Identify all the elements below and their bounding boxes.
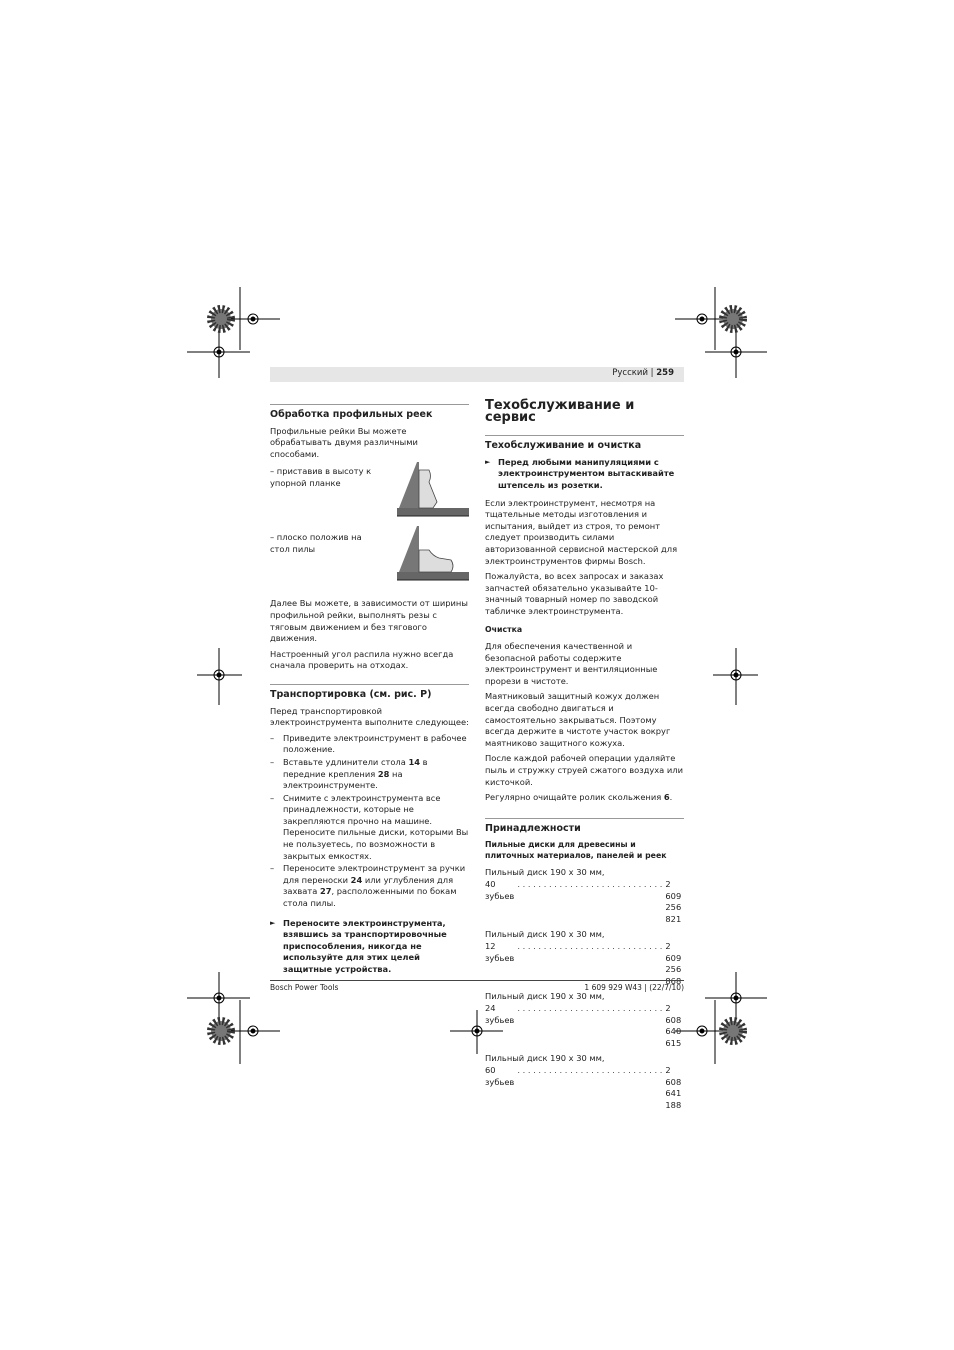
cleaning-p2: Маятниковый защитный кожух должен всегда свободно двигаться и самостоятельно закрываться. Поэтому всегда держите в чистоте участок вокруг маятниково защитного кожуха. (485, 691, 671, 748)
footer-rule (270, 980, 684, 981)
accessory-item: Пильный диск 190 x 30 мм, 12 зубьев . . . . . . . . . . . . . . . . . . . . . . . . . . . . 2 609 256 868 (485, 929, 682, 986)
accessories-subtitle: Пильные диски для древесины и плиточных материалов, панелей и реек (485, 840, 667, 861)
figure-row-1 (270, 466, 469, 528)
cleaning-p3: После каждой рабочей операции удаляйте пыль и стружку струей сжатого воздуха или кисточкой. (485, 753, 683, 787)
profile-item-2: – плоско положив на стол пилы (270, 532, 362, 554)
profile-item-1: – приставив в высоту к упорной планке (270, 466, 372, 488)
profile-p2: Настроенный угол распила нужно всегда сначала проверить на отходах. (270, 648, 454, 671)
maintenance-warning: ► Перед любыми манипуляциями с электроинструментом вытаскивайте штепсель из розетки. (485, 456, 675, 490)
warning-marker-icon: ► (485, 457, 491, 466)
transport-step-2: – Вставьте удлинители стола 14 в передние крепления 28 на электроинструменте. (270, 756, 428, 791)
transport-step-4: – Переносите электроинструмент за ручки для переноски 24 или углубления для захвата 27, расположенными по бокам стола пилы. (270, 863, 466, 909)
page-number: 259 (656, 368, 674, 378)
profile-intro: Профильные рейки Вы можете обрабатывать двумя различными способами. (270, 425, 418, 459)
accessory-item: Пильный диск 190 x 30 мм, 40 зубьев . . . . . . . . . . . . . . . . . . . . . . . . . . . . 2 609 256 821 (485, 867, 682, 924)
section-title-maintenance: Техобслуживание и очистка (485, 435, 684, 452)
header-text (612, 368, 674, 378)
transport-warning: ► Переносите электроинструмента, взявшись за транспортировочные приспособления, никогда не используйте для этих целей защитные устройства. (270, 917, 447, 974)
cleaning-p1: Для обеспечения качественной и безопасной работы содержите электроинструмент и вентиляционные прорези в чистоте. (485, 641, 658, 686)
figure-row-2 (270, 532, 469, 594)
maintenance-p2: Пожалуйста, во всех запросах и заказах запчастей обязательно указывайте 10-значный товарный номер по заводской табличке электроинструмента. (485, 571, 664, 616)
transport-intro: Перед транспортировкой электроинструмента выполните следующее: (270, 705, 469, 728)
transport-step-1: – Приведите электроинструмент в рабочее положение. (270, 732, 467, 755)
warning-marker-icon: ► (270, 918, 276, 927)
section-title-profile: Обработка профильных реек (270, 404, 469, 421)
section-title-transport: Транспортировка (см. рис. P) (270, 684, 469, 701)
footer-right: 1 609 929 W43 | (22/7/10) (584, 983, 684, 992)
right-column (485, 400, 684, 1115)
header-separator: | (650, 368, 654, 378)
main-title: Техобслуживание и сервис (485, 398, 635, 425)
footer-left: Bosch Power Tools (270, 983, 339, 992)
profile-p1: Далее Вы можете, в зависимости от ширины профильной рейки, выполнять резы с тяговым движением и без тягового движения. (270, 598, 468, 644)
maintenance-p1: Если электроинструмент, несмотря на тщательные методы изготовления и испытания, выйдет из строя, то ремонт следует производить силами авторизованной сервисной мастерской для электроинструментов фирмы Bosch. (485, 497, 678, 566)
cleaning-subtitle: Очистка (485, 624, 523, 634)
profile-upright-diagram (397, 462, 469, 524)
transport-step-3: – Снимите с электроинструмента все принадлежности, которые не закрепляются прочно на машине. Переносите пильные диски, которыми Вы не пользуетесь, по возможности в закрытых емкостях. (270, 792, 469, 861)
accessory-item: Пильный диск 190 x 30 мм, 24 зубьев . . . . . . . . . . . . . . . . . . . . . . . . . . . . 2 608 640 615 (485, 991, 682, 1048)
cleaning-p4: Регулярно очищайте ролик скольжения 6. (485, 792, 673, 803)
section-title-accessories: Принадлежности (485, 818, 684, 835)
profile-flat-diagram (397, 526, 469, 588)
page-header (270, 367, 684, 382)
header-language: Русский (612, 368, 648, 378)
left-column (270, 404, 469, 976)
accessory-item: Пильный диск 190 x 30 мм, 60 зубьев . . . . . . . . . . . . . . . . . . . . . . . . . . . . 2 608 641 188 (485, 1053, 682, 1110)
